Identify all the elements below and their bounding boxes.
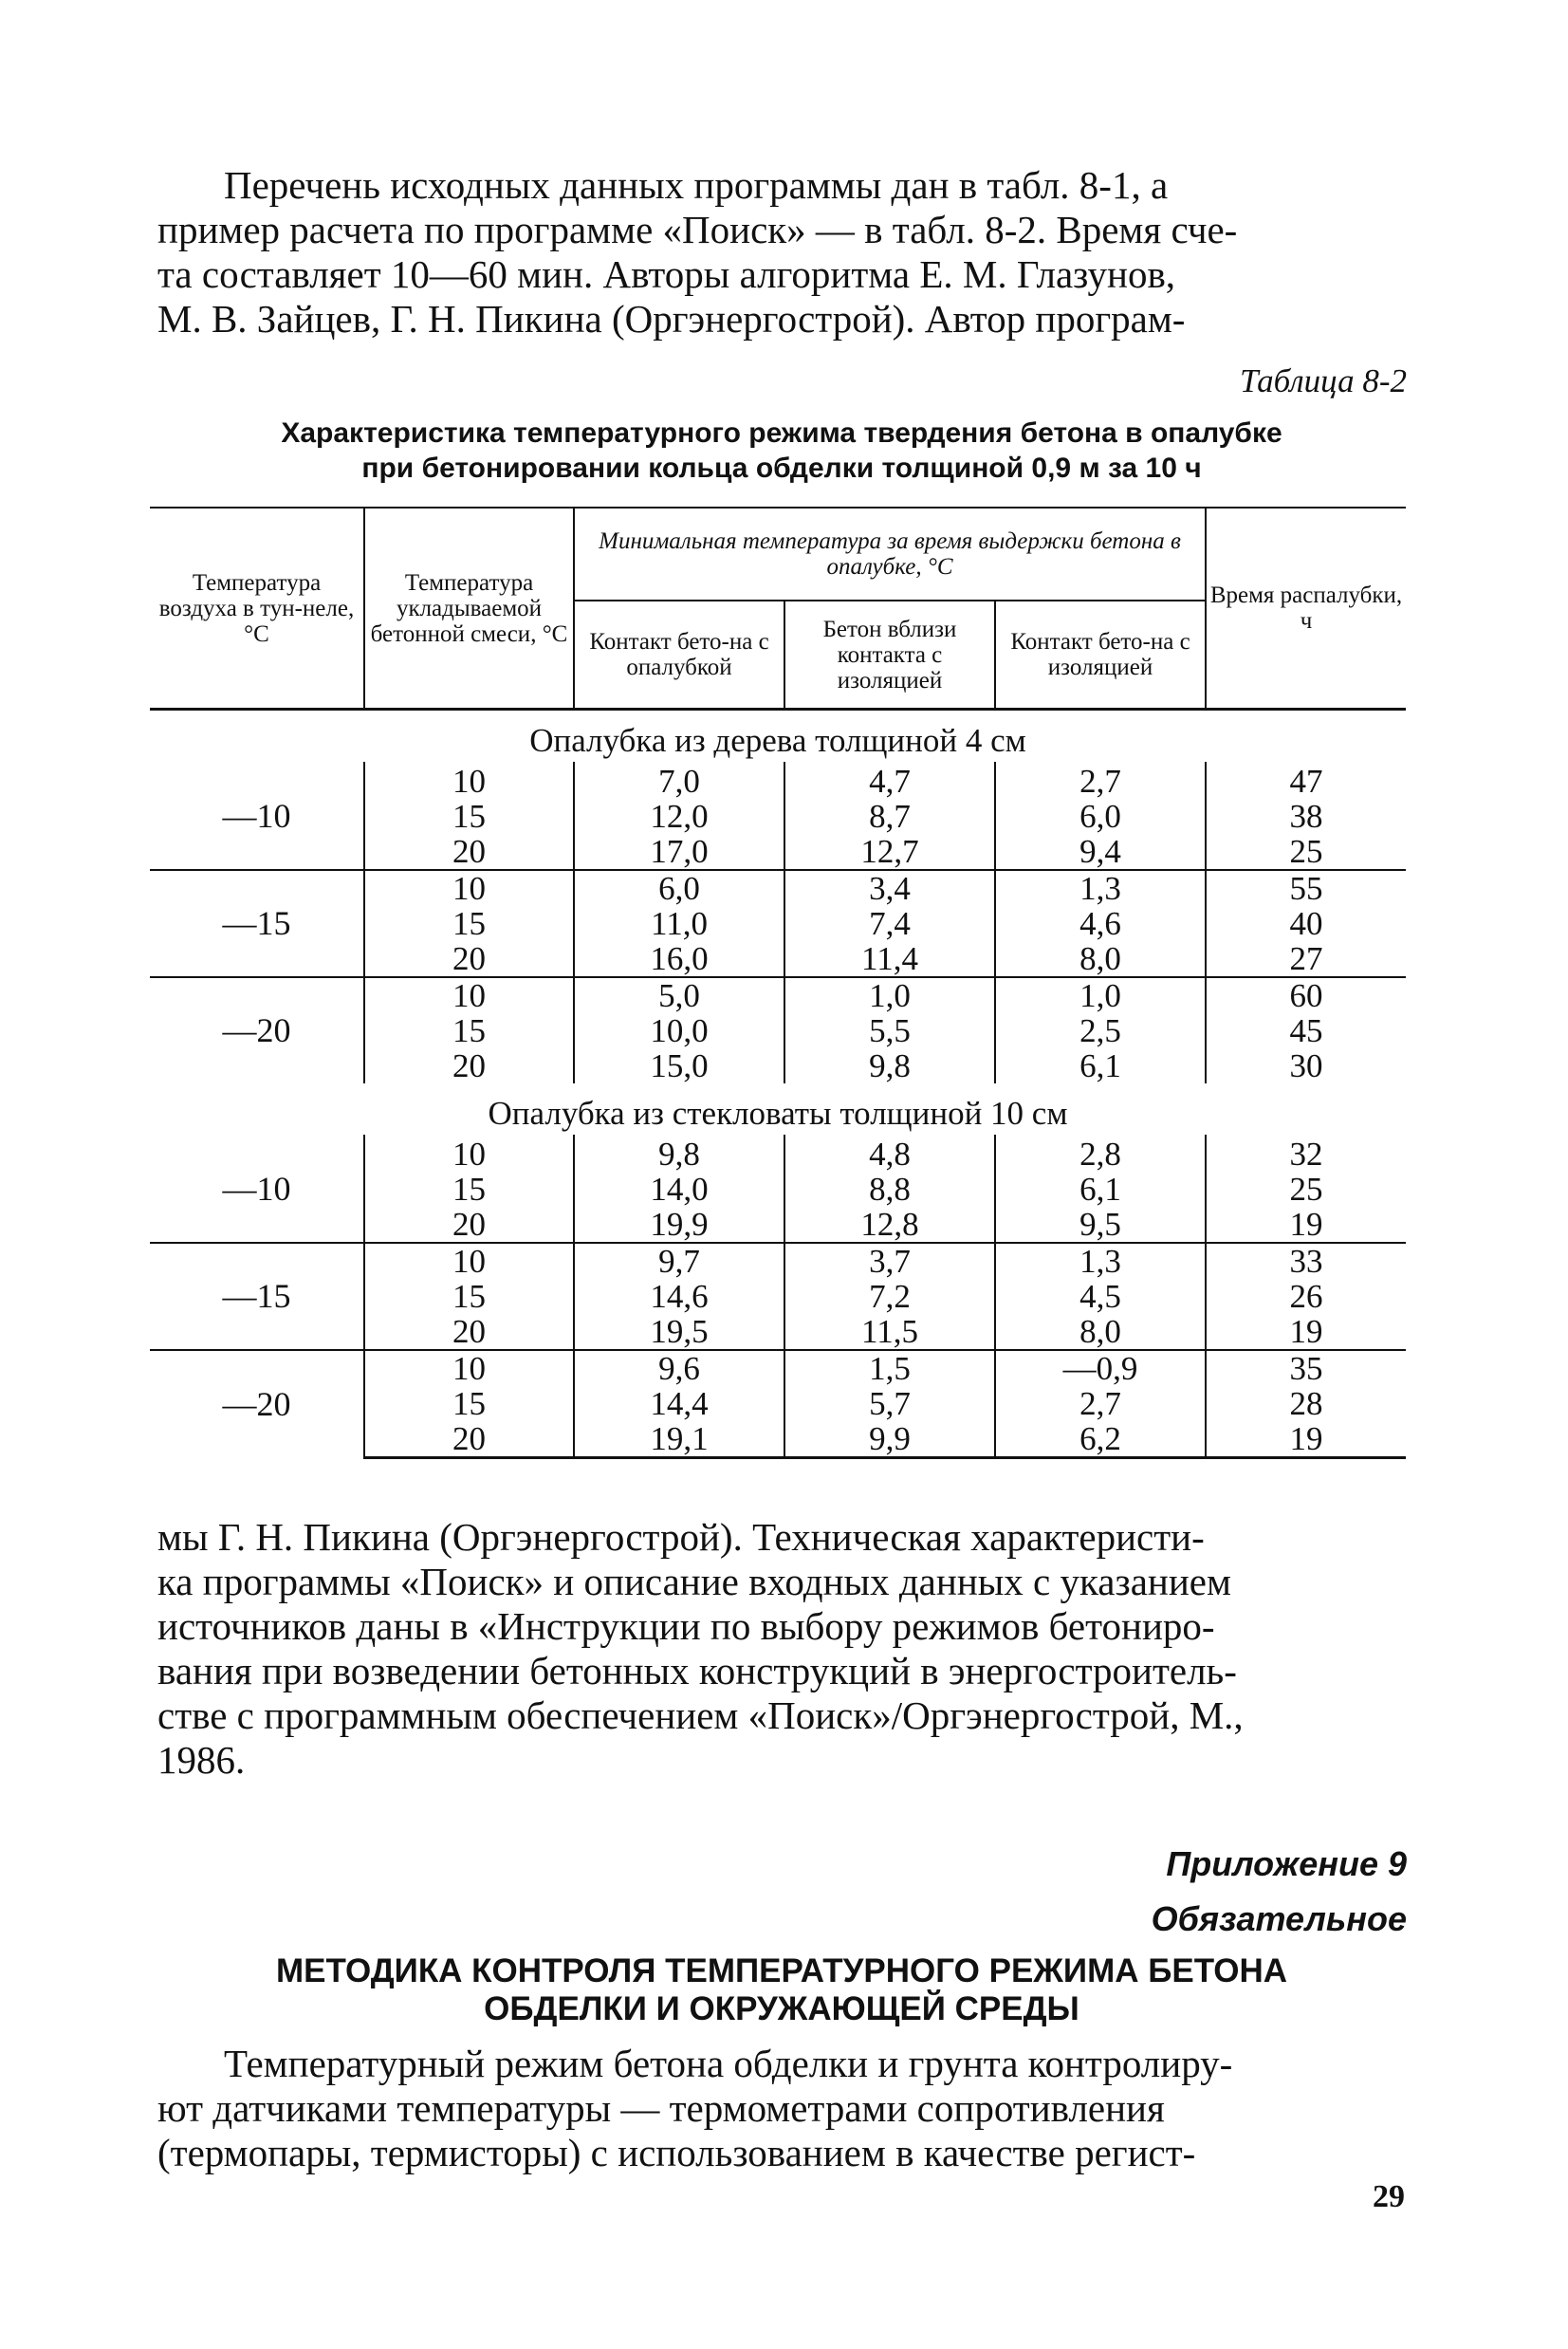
cell-formwork: 7,0 bbox=[574, 762, 784, 799]
text-line: ют датчиками температуры — термометрами сопротивления bbox=[157, 2086, 1165, 2130]
cell-mix: 10 bbox=[364, 1243, 574, 1279]
appendix-title bbox=[157, 1952, 1406, 2028]
cell-air-temp: —15 bbox=[150, 1243, 364, 1350]
cell-time: 38 bbox=[1206, 799, 1406, 834]
cell-time: 25 bbox=[1206, 834, 1406, 870]
cell-mix: 20 bbox=[364, 1048, 574, 1083]
cell-air-temp: —15 bbox=[150, 870, 364, 977]
text-line: 1986. bbox=[157, 1738, 246, 1782]
cell-insulation: 2,8 bbox=[995, 1135, 1206, 1172]
cell-time: 27 bbox=[1206, 941, 1406, 977]
cell-time: 19 bbox=[1206, 1207, 1406, 1243]
text-line: Температурный режим бетона обделки и грунта контролиру- bbox=[224, 2042, 1233, 2085]
cell-mix: 10 bbox=[364, 870, 574, 906]
cell-near: 5,5 bbox=[784, 1013, 995, 1048]
text-line: мы Г. Н. Пикина (Оргэнергострой). Техническая характеристи- bbox=[157, 1515, 1205, 1559]
cell-near: 9,9 bbox=[784, 1421, 995, 1458]
cell-mix: 10 bbox=[364, 1350, 574, 1386]
cell-mix: 15 bbox=[364, 1172, 574, 1207]
cell-formwork: 9,6 bbox=[574, 1350, 784, 1386]
cell-insulation: 2,5 bbox=[995, 1013, 1206, 1048]
cell-insulation: 8,0 bbox=[995, 1314, 1206, 1350]
cell-mix: 15 bbox=[364, 1386, 574, 1421]
table-row bbox=[150, 1243, 1406, 1279]
page-number: 29 bbox=[1373, 2179, 1405, 2214]
cell-mix: 20 bbox=[364, 834, 574, 870]
cell-air-temp: —20 bbox=[150, 1350, 364, 1458]
cell-insulation: 2,7 bbox=[995, 1386, 1206, 1421]
header-min-temp-group: Минимальная температура за время выдержки бетона в опалубке, °С bbox=[574, 508, 1206, 601]
cell-near: 1,5 bbox=[784, 1350, 995, 1386]
cell-insulation: 6,0 bbox=[995, 799, 1206, 834]
cell-insulation: 1,0 bbox=[995, 977, 1206, 1013]
cell-near: 4,7 bbox=[784, 762, 995, 799]
cell-time: 26 bbox=[1206, 1279, 1406, 1314]
table-row bbox=[150, 870, 1406, 906]
cell-air-temp: —10 bbox=[222, 1170, 291, 1208]
cell-near: 12,8 bbox=[784, 1207, 995, 1243]
cell-mix: 10 bbox=[364, 1135, 574, 1172]
cell-insulation: 1,3 bbox=[995, 1243, 1206, 1279]
cell-insulation: 6,1 bbox=[995, 1172, 1206, 1207]
text-line: стве с программным обеспечением «Поиск»/Оргэнергострой, М., bbox=[157, 1693, 1244, 1737]
cell-insulation: 2,7 bbox=[995, 762, 1206, 799]
table-label: Таблица 8-2 bbox=[1239, 362, 1407, 399]
cell-formwork: 19,5 bbox=[574, 1314, 784, 1350]
cell-near: 3,4 bbox=[784, 870, 995, 906]
cell-formwork: 10,0 bbox=[574, 1013, 784, 1048]
table-section-title: Опалубка из дерева толщиной 4 см bbox=[529, 722, 1026, 759]
cell-formwork: 5,0 bbox=[574, 977, 784, 1013]
text-line: вания при возведении бетонных конструкций в энергостроитель- bbox=[157, 1649, 1237, 1692]
appendix-title-line: ОБДЕЛКИ И ОКРУЖАЮЩЕЙ СРЕДЫ bbox=[484, 1990, 1079, 2027]
cell-time: 45 bbox=[1206, 1013, 1406, 1048]
appendix-title-line: МЕТОДИКА КОНТРОЛЯ ТЕМПЕРАТУРНОГО РЕЖИМА БЕТОНА bbox=[275, 1952, 1288, 1989]
cell-insulation: 6,2 bbox=[995, 1421, 1206, 1458]
cell-near: 8,7 bbox=[784, 799, 995, 834]
cell-time: 60 bbox=[1206, 977, 1406, 1013]
cell-formwork: 19,9 bbox=[574, 1207, 784, 1243]
cell-near: 9,8 bbox=[784, 1048, 995, 1083]
table-caption-line: Характеристика температурного режима твердения бетона в опалубке bbox=[281, 417, 1282, 449]
cell-near: 1,0 bbox=[784, 977, 995, 1013]
cell-mix: 20 bbox=[364, 1207, 574, 1243]
appendix-paragraph bbox=[157, 2042, 1406, 2175]
header-mix-temp: Температура укладываемой бетонной смеси, °С bbox=[364, 508, 574, 710]
intro-paragraph bbox=[157, 163, 1406, 342]
cell-insulation: 6,1 bbox=[995, 1048, 1206, 1083]
cell-mix: 20 bbox=[364, 1421, 574, 1458]
cell-time: 33 bbox=[1206, 1243, 1406, 1279]
cell-time: 40 bbox=[1206, 906, 1406, 941]
cell-insulation: 9,4 bbox=[995, 834, 1206, 870]
header-contact-insulation: Контакт бето-на с изоляцией bbox=[995, 601, 1206, 710]
cell-formwork: 9,8 bbox=[574, 1135, 784, 1172]
cell-near: 11,4 bbox=[784, 941, 995, 977]
cell-near: 7,4 bbox=[784, 906, 995, 941]
cell-time: 19 bbox=[1206, 1314, 1406, 1350]
table-section-row bbox=[150, 1083, 1406, 1135]
table-row bbox=[150, 977, 1406, 1013]
table-caption bbox=[157, 416, 1406, 486]
cell-formwork: 9,7 bbox=[574, 1243, 784, 1279]
cell-mix: 10 bbox=[364, 762, 574, 799]
cell-formwork: 14,6 bbox=[574, 1279, 784, 1314]
cell-insulation: —0,9 bbox=[995, 1350, 1206, 1386]
cell-formwork: 12,0 bbox=[574, 799, 784, 834]
table-section-row bbox=[150, 710, 1406, 763]
cell-formwork: 16,0 bbox=[574, 941, 784, 977]
cell-mix: 15 bbox=[364, 799, 574, 834]
text-line: М. В. Зайцев, Г. Н. Пикина (Оргэнергострой). Автор програм- bbox=[157, 297, 1186, 341]
temperature-regime-table bbox=[150, 507, 1406, 1459]
table-caption-line: при бетонировании кольца обделки толщиной 0,9 м за 10 ч bbox=[361, 453, 1202, 484]
text-line: (термопары, термисторы) с использованием в качестве регист- bbox=[157, 2131, 1196, 2174]
cell-mix: 15 bbox=[364, 906, 574, 941]
cell-near: 11,5 bbox=[784, 1314, 995, 1350]
appendix-status: Обязательное bbox=[1151, 1899, 1407, 1938]
table-section-title: Опалубка из стекловаты толщиной 10 см bbox=[488, 1095, 1068, 1132]
text-line: Перечень исходных данных программы дан в табл. 8-1, а bbox=[224, 163, 1169, 207]
header-near-contact: Бетон вблизи контакта с изоляцией bbox=[784, 601, 995, 710]
cell-time: 55 bbox=[1206, 870, 1406, 906]
cell-time: 28 bbox=[1206, 1386, 1406, 1421]
table-row bbox=[150, 1135, 1406, 1172]
cell-formwork: 19,1 bbox=[574, 1421, 784, 1458]
cell-near: 3,7 bbox=[784, 1243, 995, 1279]
cell-formwork: 14,0 bbox=[574, 1172, 784, 1207]
continuation-paragraph bbox=[157, 1515, 1406, 1783]
cell-time: 30 bbox=[1206, 1048, 1406, 1083]
text-line: ка программы «Поиск» и описание входных данных с указанием bbox=[157, 1560, 1231, 1603]
cell-insulation: 9,5 bbox=[995, 1207, 1206, 1243]
cell-formwork: 14,4 bbox=[574, 1386, 784, 1421]
text-line: источников даны в «Инструкции по выбору режимов бетониро- bbox=[157, 1604, 1215, 1648]
cell-time: 47 bbox=[1206, 762, 1406, 799]
cell-insulation: 1,3 bbox=[995, 870, 1206, 906]
cell-time: 19 bbox=[1206, 1421, 1406, 1458]
cell-formwork: 11,0 bbox=[574, 906, 784, 941]
appendix-label: Приложение 9 bbox=[1166, 1844, 1407, 1883]
cell-time: 32 bbox=[1206, 1135, 1406, 1172]
header-air-temp: Температура воздуха в тун-неле, °С bbox=[150, 508, 364, 710]
cell-air-temp: —10 bbox=[222, 797, 291, 835]
table-body bbox=[150, 710, 1406, 1458]
cell-mix: 20 bbox=[364, 941, 574, 977]
cell-mix: 15 bbox=[364, 1013, 574, 1048]
cell-air-temp: —20 bbox=[150, 977, 364, 1083]
cell-insulation: 8,0 bbox=[995, 941, 1206, 977]
cell-near: 4,8 bbox=[784, 1135, 995, 1172]
cell-formwork: 17,0 bbox=[574, 834, 784, 870]
cell-mix: 15 bbox=[364, 1279, 574, 1314]
text-line: та составляет 10—60 мин. Авторы алгоритма Е. М. Глазунов, bbox=[157, 252, 1176, 296]
cell-near: 12,7 bbox=[784, 834, 995, 870]
cell-formwork: 15,0 bbox=[574, 1048, 784, 1083]
table-row bbox=[150, 762, 1406, 799]
cell-time: 25 bbox=[1206, 1172, 1406, 1207]
cell-mix: 20 bbox=[364, 1314, 574, 1350]
cell-mix: 10 bbox=[364, 977, 574, 1013]
table-row bbox=[150, 1350, 1406, 1386]
text-line: пример расчета по программе «Поиск» — в табл. 8-2. Время сче- bbox=[157, 208, 1238, 251]
cell-near: 8,8 bbox=[784, 1172, 995, 1207]
cell-insulation: 4,5 bbox=[995, 1279, 1206, 1314]
cell-near: 7,2 bbox=[784, 1279, 995, 1314]
header-stripping-time: Время распалубки, ч bbox=[1206, 508, 1406, 710]
cell-insulation: 4,6 bbox=[995, 906, 1206, 941]
cell-time: 35 bbox=[1206, 1350, 1406, 1386]
cell-formwork: 6,0 bbox=[574, 870, 784, 906]
header-contact-formwork: Контакт бето-на с опалубкой bbox=[574, 601, 784, 710]
cell-near: 5,7 bbox=[784, 1386, 995, 1421]
